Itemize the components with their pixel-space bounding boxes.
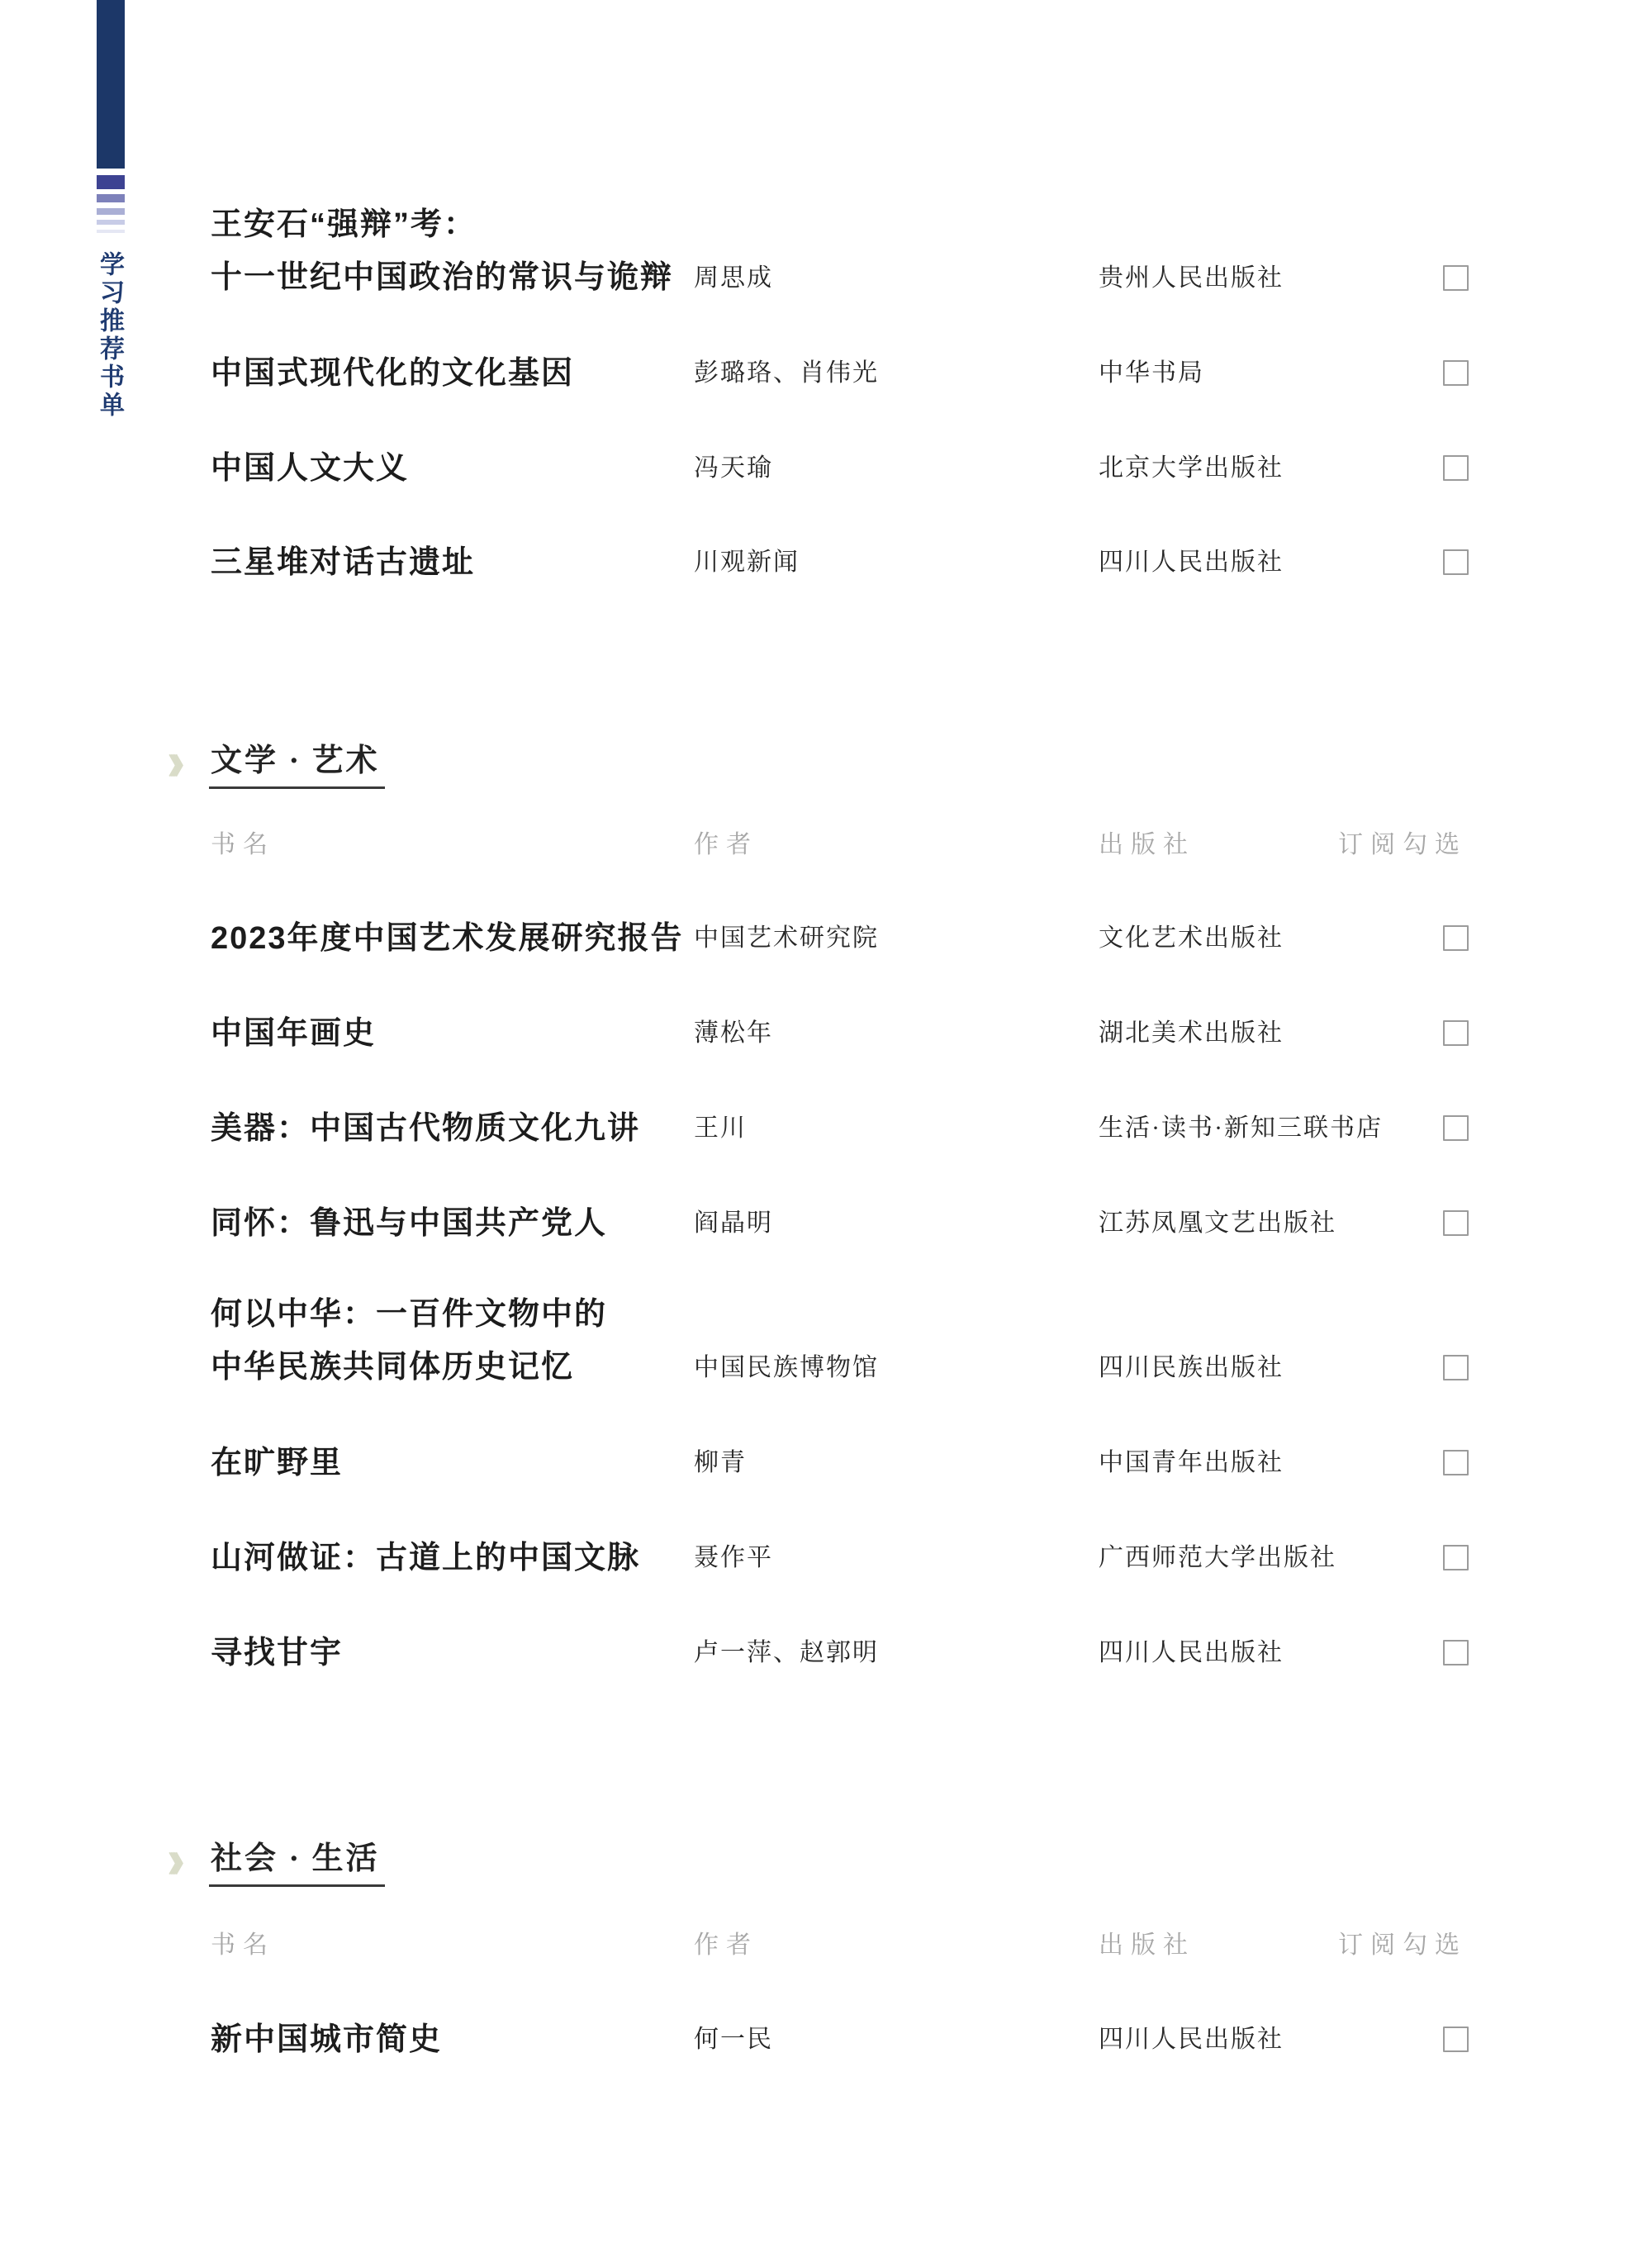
subscribe-checkbox[interactable] [1443,549,1469,575]
book-publisher: 北京大学出版社 [1099,454,1284,482]
section-title-literature-art: 文学 · 艺术 [209,744,385,789]
sidebar-vertical-label: 学习推荐书单 [96,251,123,420]
sidebar-fade-bar-2 [97,194,125,202]
sidebar-fade-bar-4 [97,220,125,225]
book-title: 美器：中国古代物质文化九讲 [211,1111,641,1146]
sidebar-fade-bar-3 [97,208,125,215]
book-publisher: 贵州人民出版社 [1099,264,1284,292]
subscribe-checkbox[interactable] [1443,925,1469,951]
book-author: 中国艺术研究院 [694,924,879,952]
column-header-publisher: 出版社 [1099,1932,1195,1959]
subscribe-checkbox[interactable] [1443,1450,1469,1475]
book-title: 同怀：鲁迅与中国共产党人 [211,1206,608,1241]
subscribe-checkbox[interactable] [1443,1545,1469,1570]
book-publisher: 四川人民出版社 [1099,549,1284,576]
book-publisher: 江苏凤凰文艺出版社 [1099,1209,1336,1237]
book-author: 中国民族博物馆 [694,1354,879,1381]
subscribe-checkbox[interactable] [1443,1355,1469,1380]
book-author: 川观新闻 [694,549,800,576]
book-publisher: 生活·读书·新知三联书店 [1099,1114,1383,1142]
subscribe-checkbox[interactable] [1443,1115,1469,1141]
book-title: 山河做证：古道上的中国文脉 [211,1541,641,1575]
column-header-author: 作者 [694,831,758,858]
book-title: 在旷野里 [211,1446,344,1480]
sidebar-accent-bar [97,0,125,169]
book-author: 聂作平 [694,1544,773,1571]
book-title: 中国人文大义 [211,451,410,486]
book-title: 中国式现代化的文化基因 [211,356,575,391]
book-author: 周思成 [694,264,773,292]
book-author: 薄松年 [694,1019,773,1047]
section-title-society-life: 社会 · 生活 [209,1841,385,1887]
section-marker-icon: 》》》 [172,754,179,780]
subscribe-checkbox[interactable] [1443,455,1469,481]
column-header-author: 作者 [694,1932,758,1959]
column-header-subscribe: 订阅勾选 [1338,831,1467,858]
book-title: 三星堆对话古遗址 [211,545,476,580]
book-author: 王川 [694,1114,747,1142]
sidebar-fade-bar-1 [97,175,125,189]
book-publisher: 四川人民出版社 [1099,2026,1284,2053]
column-header-book: 书名 [211,831,275,858]
subscribe-checkbox[interactable] [1443,1210,1469,1236]
column-header-book: 书名 [211,1932,275,1959]
book-title: 2023年度中国艺术发展研究报告 [211,921,684,956]
section-marker-icon: 》》》 [172,1852,179,1878]
book-publisher: 湖北美术出版社 [1099,1019,1284,1047]
book-title: 寻找甘宇 [211,1636,344,1670]
subscribe-checkbox[interactable] [1443,2027,1469,2052]
subscribe-checkbox[interactable] [1443,1020,1469,1046]
book-author: 卢一萍、赵郭明 [694,1639,879,1666]
column-header-publisher: 出版社 [1099,831,1195,858]
book-publisher: 四川人民出版社 [1099,1639,1284,1666]
column-header-subscribe: 订阅勾选 [1338,1932,1467,1959]
sidebar-fade-bar-5 [97,230,125,233]
book-author: 彭璐珞、肖伟光 [694,359,879,387]
subscribe-checkbox[interactable] [1443,265,1469,291]
book-title: 中国年画史 [211,1016,377,1051]
book-publisher: 中华书局 [1099,359,1204,387]
book-author: 阎晶明 [694,1209,773,1237]
book-title: 新中国城市简史 [211,2022,443,2057]
subscribe-checkbox[interactable] [1443,360,1469,386]
book-publisher: 文化艺术出版社 [1099,924,1284,952]
book-author: 何一民 [694,2026,773,2053]
book-publisher: 广西师范大学出版社 [1099,1544,1336,1571]
book-publisher: 中国青年出版社 [1099,1449,1284,1476]
subscribe-checkbox[interactable] [1443,1640,1469,1665]
book-author: 冯天瑜 [694,454,773,482]
book-title: 何以中华：一百件文物中的 中华民族共同体历史记忆 [211,1297,608,1385]
book-author: 柳青 [694,1449,747,1476]
book-title: 王安石“强辩”考： 十一世纪中国政治的常识与诡辩 [211,207,674,295]
book-publisher: 四川民族出版社 [1099,1354,1284,1381]
